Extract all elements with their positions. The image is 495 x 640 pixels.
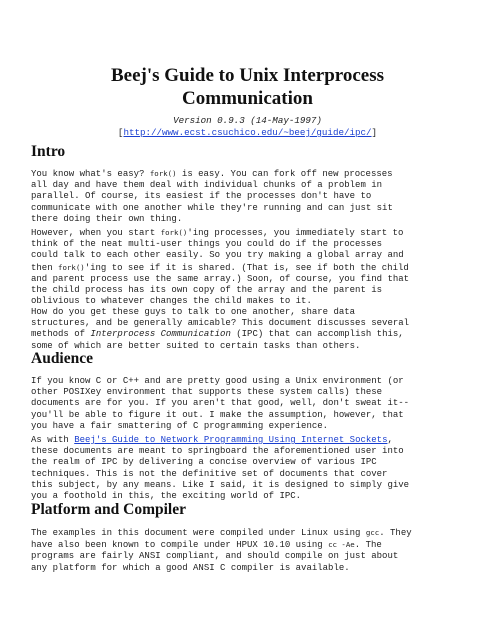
inline-code: fork() (149, 169, 177, 178)
text-line: and parent process use the same array.) Soon, of course, you find that (31, 273, 410, 284)
document-title (0, 64, 495, 110)
text-line: techniques. This is not the definitive set of documents that cover (31, 468, 388, 479)
text-run: 'ing processes, you immediately start to (187, 228, 404, 238)
url-open-bracket: [ (117, 127, 124, 138)
text-line: oblivious to whatever changes the child makes to it. (31, 296, 312, 307)
text-line: structures, and be generally amicable? This document discusses several (31, 318, 410, 329)
text-run: As with (31, 435, 75, 445)
text-line: this subject, by any means. Like I said, it is designed to simply give (31, 479, 410, 490)
platform-paragraph-1 (31, 527, 471, 574)
text-run: , (387, 435, 393, 445)
text-line: parallel. Of course, its easiest if the processes don't have to (31, 191, 372, 202)
audience-paragraph-2 (31, 435, 471, 502)
inline-code: gcc (365, 528, 380, 537)
text-line: you a foothold in this, the exciting world of IPC. (31, 491, 302, 502)
text-line: any platform for which a good ANSI C compiler is available. (31, 562, 350, 573)
text-line: the realm of IPC by delivering a concise overview of various IPC (31, 457, 377, 468)
text-line: documents are for you. If you aren't that good, well, don't sweat it-- (31, 398, 410, 409)
emphasized-term: Interprocess Communication (90, 329, 231, 340)
text-run: You know what's easy? (31, 169, 150, 179)
text-line: programs are fairly ANSI compliant, and should compile on just about (31, 551, 399, 562)
url-line (118, 127, 377, 138)
text-run: The examples in this document were compiled under Linux using (31, 528, 366, 538)
text-run: 'ing to see if it is shared. (That is, see if both the child (84, 262, 409, 273)
url-close-bracket: ] (371, 127, 378, 138)
version-block (0, 115, 495, 139)
intro-paragraph-3 (31, 307, 471, 352)
text-run: . They (379, 528, 412, 538)
text-run: However, when you start (31, 228, 161, 238)
text-line: there doing their own thing. (31, 213, 183, 224)
intro-paragraph-1 (31, 168, 471, 225)
text-run: then (31, 262, 59, 273)
text-run: (IPC) that can accomplish this, (230, 329, 404, 340)
text-line: other POSIXey environment that supports these system calls) these (31, 387, 383, 398)
inline-code: fork() (58, 262, 85, 272)
text-run: . The (354, 540, 382, 551)
text-line: you have a fair smattering of C programming experience. (31, 420, 329, 431)
intro-heading: Intro (31, 143, 66, 160)
intro-paragraph-2 (31, 227, 471, 307)
text-line: could talk to each other easily. So you try making a global array and (31, 250, 404, 261)
title-line-1: Beej's Guide to Unix Interprocess (110, 65, 385, 86)
text-line: think of the neat multi-user things you could do if the processes (31, 239, 383, 250)
text-line: How do you get these guys to talk to one another, share data (31, 307, 356, 317)
inline-code: cc -Ae (328, 540, 355, 550)
text-run: methods of (31, 329, 91, 340)
audience-heading: Audience (31, 350, 93, 367)
network-guide-link[interactable]: Beej's Guide to Network Programming Using Internet Sockets (74, 435, 388, 445)
text-line: all day and have them deal with individual chunks of a problem in (31, 180, 383, 191)
inline-code: fork() (160, 228, 188, 237)
version-text: Version 0.9.3 (14-May-1997) (173, 115, 322, 126)
text-line: you'll be able to figure it out. I make the assumption, however, that (31, 409, 404, 420)
platform-heading: Platform and Compiler (31, 501, 186, 518)
title-line-2: Communication (182, 88, 313, 109)
text-line: communicate with one another while they're running and can just sit (31, 202, 393, 213)
guide-url-link[interactable]: http://www.ecst.csuchico.edu/~beej/guide/ipc/ (123, 127, 372, 138)
text-line: some of which are better suited to certain tasks than others. (31, 340, 361, 351)
text-run: is easy. You can fork off new processes (176, 169, 393, 179)
text-line: these documents are meant to springboard the aforementioned user into (31, 446, 404, 457)
text-line: the child process has its own copy of the array and the parent is (31, 285, 383, 296)
text-run: have also been known to compile under HPUX 10.10 using (31, 540, 329, 551)
text-line: If you know C or C++ and are pretty good using a Unix environment (or (31, 376, 404, 386)
audience-paragraph-1 (31, 376, 471, 432)
